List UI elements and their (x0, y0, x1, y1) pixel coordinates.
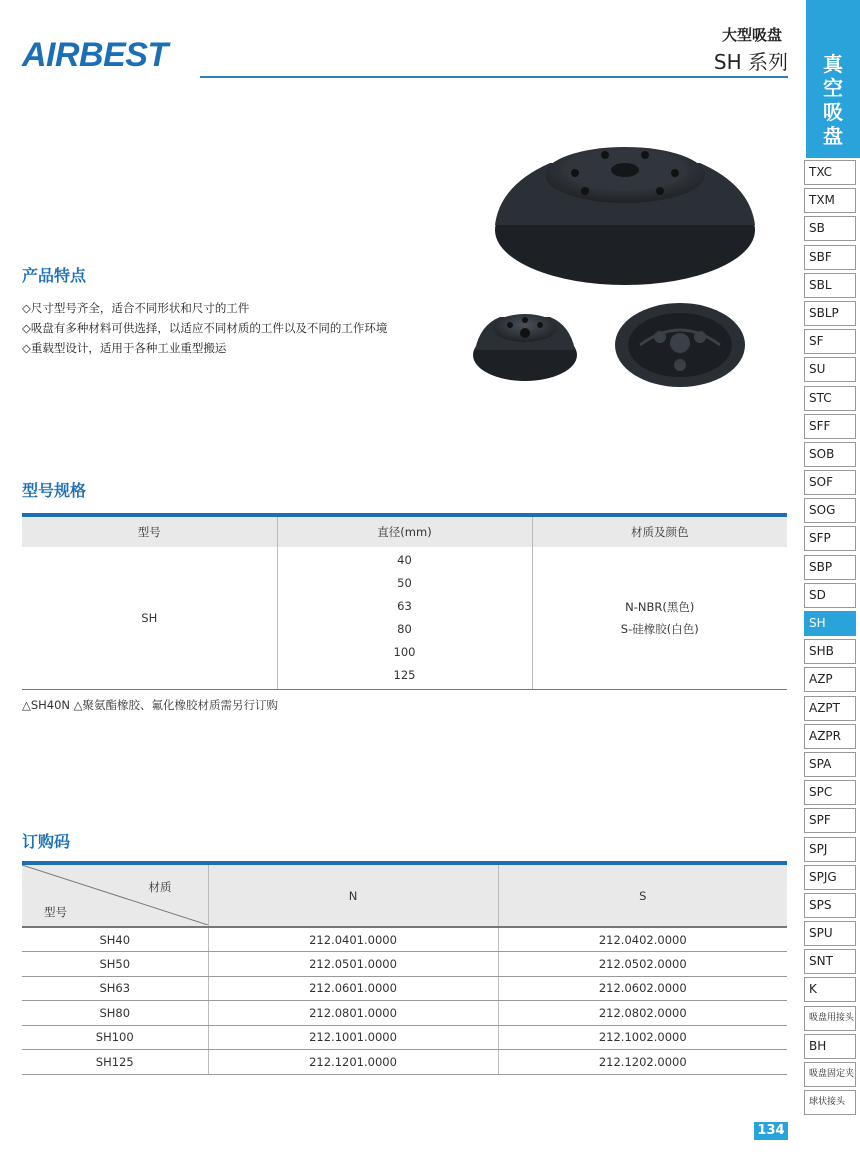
order-model-cell: SH125 (22, 1050, 208, 1075)
spec-diameter: 125 (393, 668, 416, 682)
spec-material: S-硅橡胶(白色) (620, 622, 699, 636)
side-index-item-吸盘用接头[interactable]: 吸盘用接头 (804, 1006, 856, 1031)
order-corner-header (22, 863, 208, 927)
feature-item: ◇尺寸型号齐全，适合不同形状和尺寸的工件 (22, 301, 250, 315)
order-table (22, 861, 787, 1075)
side-index-item-sh[interactable]: SH (804, 611, 856, 636)
spec-material: N-NBR(黑色) (625, 600, 695, 614)
side-index-item-spj[interactable]: SPJ (804, 837, 856, 862)
side-index-item-spjg[interactable]: SPJG (804, 865, 856, 890)
order-code-n-cell: 212.0401.0000 (208, 927, 498, 952)
order-code-n-cell: 212.1001.0000 (208, 1025, 498, 1050)
order-model-cell: SH50 (22, 952, 208, 977)
spec-diameter: 40 (397, 553, 412, 567)
spec-title: 型号规格 (22, 481, 87, 500)
side-series-index (804, 160, 860, 1118)
order-row (22, 976, 787, 1001)
side-index-item-azpt[interactable]: AZPT (804, 696, 856, 721)
corner-model-label: 型号 (44, 905, 67, 919)
side-index-item-sb[interactable]: SB (804, 216, 856, 241)
order-code-s-cell: 212.1202.0000 (498, 1050, 787, 1075)
side-index-item-su[interactable]: SU (804, 357, 856, 382)
order-code-n-cell: 212.0601.0000 (208, 976, 498, 1001)
spec-header-material: 材质及颜色 (532, 515, 787, 547)
order-row (22, 1050, 787, 1075)
side-index-item-azpr[interactable]: AZPR (804, 724, 856, 749)
feature-item: ◇重载型设计，适用于各种工业重型搬运 (22, 341, 227, 355)
order-code-s-cell: 212.1002.0000 (498, 1025, 787, 1050)
brand-logo: AIRBEST (22, 36, 168, 74)
side-index-item-sof[interactable]: SOF (804, 470, 856, 495)
features-title: 产品特点 (22, 266, 87, 285)
spec-model: SH (22, 547, 277, 690)
side-index-item-球状接头[interactable]: 球状接头 (804, 1090, 856, 1115)
side-index-item-snt[interactable]: SNT (804, 949, 856, 974)
side-index-item-stc[interactable]: STC (804, 386, 856, 411)
order-title: 订购码 (22, 832, 71, 851)
side-index-item-sff[interactable]: SFF (804, 414, 856, 439)
spec-diameter: 80 (397, 622, 412, 636)
side-index-item-sob[interactable]: SOB (804, 442, 856, 467)
side-index-item-sf[interactable]: SF (804, 329, 856, 354)
side-index-item-sog[interactable]: SOG (804, 498, 856, 523)
page-number: 134 (754, 1122, 788, 1140)
spec-table (22, 513, 787, 690)
order-row (22, 952, 787, 977)
side-index-item-sblp[interactable]: SBLP (804, 301, 856, 326)
feature-item: ◇吸盘有多种材料可供选择，以适应不同材质的工件以及不同的工作环境 (22, 321, 388, 335)
side-index-item-k[interactable]: K (804, 977, 856, 1002)
order-header-n: N (208, 863, 498, 927)
corner-material-label: 材质 (148, 880, 172, 894)
order-model-cell: SH100 (22, 1025, 208, 1050)
spec-header-diameter: 直径(mm) (277, 515, 532, 547)
side-index-item-sbf[interactable]: SBF (804, 245, 856, 270)
side-index-item-sps[interactable]: SPS (804, 893, 856, 918)
spec-diameter: 63 (397, 599, 412, 613)
header-rule (200, 76, 788, 78)
order-code-s-cell: 212.0502.0000 (498, 952, 787, 977)
spec-note: △SH40N △聚氨酯橡胶、氟化橡胶材质需另行订购 (22, 698, 279, 712)
side-index-item-azp[interactable]: AZP (804, 667, 856, 692)
order-row (22, 1025, 787, 1050)
side-index-item-txm[interactable]: TXM (804, 188, 856, 213)
side-index-item-txc[interactable]: TXC (804, 160, 856, 185)
side-index-item-spu[interactable]: SPU (804, 921, 856, 946)
order-code-s-cell: 212.0402.0000 (498, 927, 787, 952)
order-code-n-cell: 212.1201.0000 (208, 1050, 498, 1075)
order-code-s-cell: 212.0602.0000 (498, 976, 787, 1001)
order-model-cell: SH80 (22, 1001, 208, 1026)
series-title: SH 系列 (713, 50, 788, 74)
side-index-item-sd[interactable]: SD (804, 583, 856, 608)
side-index-item-spa[interactable]: SPA (804, 752, 856, 777)
order-code-n-cell: 212.0801.0000 (208, 1001, 498, 1026)
spec-materials (532, 547, 787, 690)
spec-diameter: 100 (393, 645, 416, 659)
category-title: 大型吸盘 (721, 26, 782, 44)
side-index-item-sfp[interactable]: SFP (804, 526, 856, 551)
spec-diameter: 50 (397, 576, 412, 590)
spec-header-model: 型号 (22, 515, 277, 547)
side-category-label: 真 空 吸 盘 (823, 52, 843, 148)
order-model-cell: SH63 (22, 976, 208, 1001)
order-header-s: S (498, 863, 787, 927)
order-model-cell: SH40 (22, 927, 208, 952)
side-index-item-sbp[interactable]: SBP (804, 555, 856, 580)
order-code-s-cell: 212.0802.0000 (498, 1001, 787, 1026)
side-index-item-spc[interactable]: SPC (804, 780, 856, 805)
product-photo (470, 125, 770, 395)
order-code-n-cell: 212.0501.0000 (208, 952, 498, 977)
order-row (22, 927, 787, 952)
side-index-item-吸盘固定夹[interactable]: 吸盘固定夹 (804, 1062, 856, 1087)
side-index-item-sbl[interactable]: SBL (804, 273, 856, 298)
spec-diameters (277, 547, 532, 690)
order-row (22, 1001, 787, 1026)
side-index-item-shb[interactable]: SHB (804, 639, 856, 664)
side-index-item-bh[interactable]: BH (804, 1034, 856, 1059)
features-list (22, 298, 387, 358)
side-index-item-spf[interactable]: SPF (804, 808, 856, 833)
